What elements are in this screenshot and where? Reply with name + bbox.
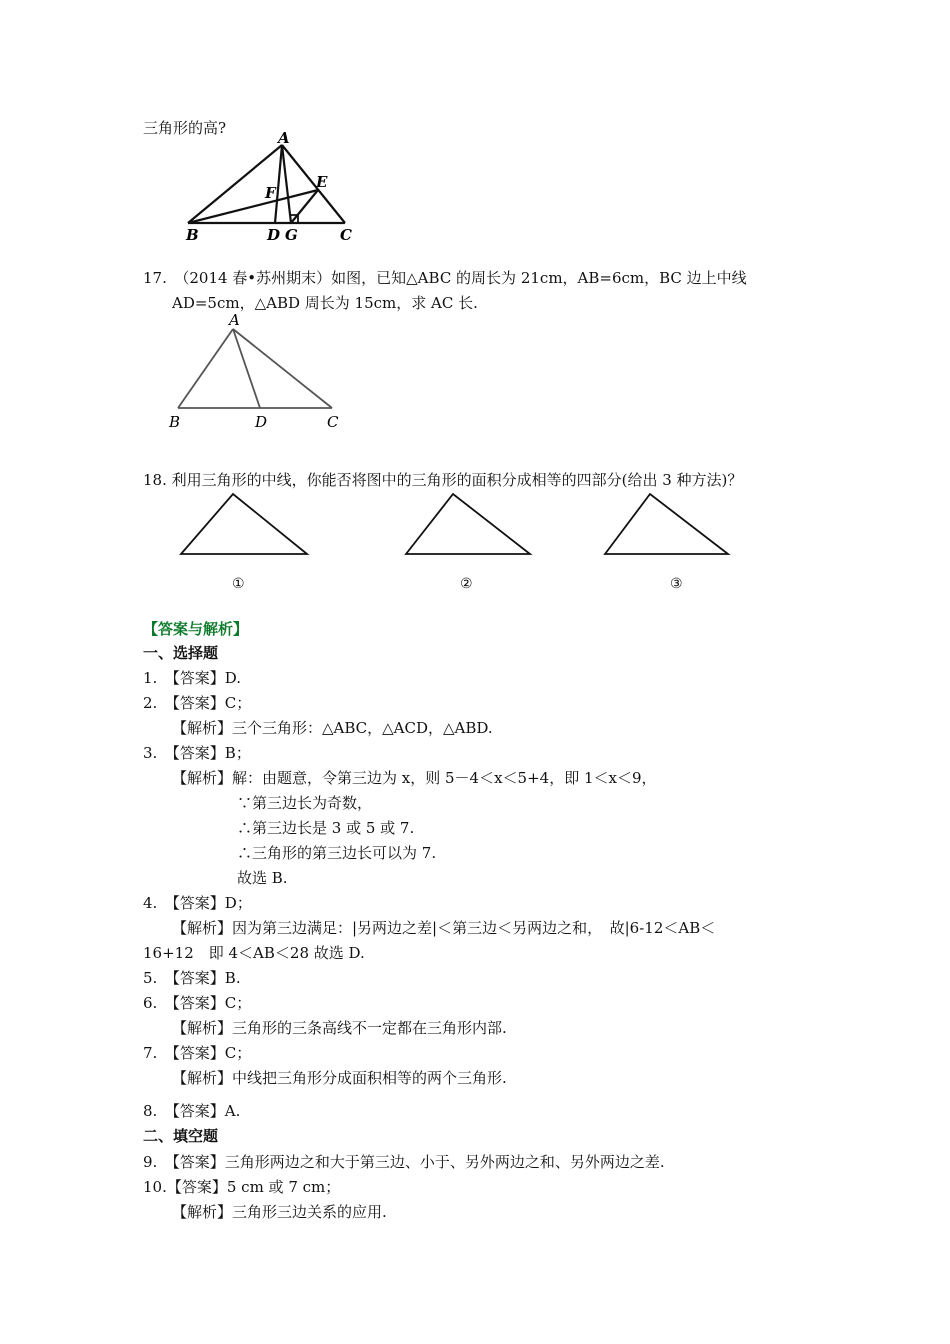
analysis-line: ∵第三边长为奇数， [237,794,373,812]
analysis-line: 故选 B. [237,869,288,887]
answer-line: 8. 【答案】A. [143,1102,241,1120]
analysis-line: 【解析】三个三角形：△ABC，△ACD，△ABD. [172,719,493,737]
analysis-line: ∴第三边长是 3 或 5 或 7. [237,819,415,837]
answer-line: 5. 【答案】B. [143,969,241,987]
analysis-line: 16+12 即 4＜AB＜28 故选 D. [143,944,365,962]
fig18-caption-2: ② [460,576,473,592]
analysis-line: 【解析】因为第三边满足：|另两边之差|＜第三边＜另两边之和， 故|6-12＜AB＜ [172,919,716,937]
fig17-label-d: D [255,413,268,431]
fig16-label-c: C [340,226,352,244]
answer-line: 10.【答案】5 cm 或 7 cm； [143,1178,341,1196]
fig16-label-d: D [267,226,281,244]
q18-text: 18. 利用三角形的中线，你能否将图中的三角形的面积分成相等的四部分(给出 3 种方法)？ [143,471,743,489]
analysis-line: 【解析】解：由题意，令第三边为 x，则 5－4＜x＜5+4，即 1＜x＜9， [172,769,657,787]
figure-18-triangle-2 [400,490,540,560]
fig17-label-c: C [327,413,339,431]
analysis-line: 【解析】三角形三边关系的应用. [172,1203,387,1221]
answer-line: 1. 【答案】D. [143,669,242,687]
fig16-label-g: G [285,226,298,244]
figure-17-triangle [165,312,365,432]
fig16-side-ac [282,145,345,223]
fig17-side-ab [178,329,233,408]
fig16-label-f: F [265,184,276,202]
q16-tail-text: 三角形的高? [143,119,227,137]
analysis-line: 【解析】中线把三角形分成面积相等的两个三角形. [172,1069,507,1087]
fig16-label-e: E [316,173,328,191]
figure-18-triangle-3 [600,490,740,560]
answers-heading: 【答案与解析】 [143,620,249,638]
answer-line: 4. 【答案】D； [143,894,252,912]
q17-line2: AD=5cm，△ABD 周长为 15cm，求 AC 长. [172,294,478,312]
fig16-segment-ag [282,145,291,223]
analysis-line: ∴三角形的第三边长可以为 7. [237,844,437,862]
fig17-label-b: B [169,413,181,431]
answer-line: 3. 【答案】B； [143,744,251,762]
section-fill-heading: 二、填空题 [143,1127,219,1145]
fig16-label-b: B [186,226,199,244]
answer-line: 9. 【答案】三角形两边之和大于第三边、小于、另外两边之和、另外两边之差. [143,1153,665,1171]
fig17-label-a: A [229,311,240,329]
fig17-side-ac [233,329,332,408]
fig16-segment-ad [275,145,282,223]
q17-line1: 17. （2014 春•苏州期末）如图，已知△ABC 的周长为 21cm，AB=6cm，BC 边上中线 [143,269,747,287]
analysis-line: 【解析】三角形的三条高线不一定都在三角形内部. [172,1019,507,1037]
fig18-caption-3: ③ [670,576,683,592]
answer-line: 6. 【答案】C； [143,994,252,1012]
fig18-caption-1: ① [232,576,245,592]
section-choice-heading: 一、选择题 [143,644,219,662]
answer-line: 2. 【答案】C； [143,694,252,712]
answer-line: 7. 【答案】C； [143,1044,252,1062]
figure-18-triangle-1 [175,490,315,560]
figure-16-triangle [180,129,380,245]
fig16-label-a: A [278,129,290,147]
